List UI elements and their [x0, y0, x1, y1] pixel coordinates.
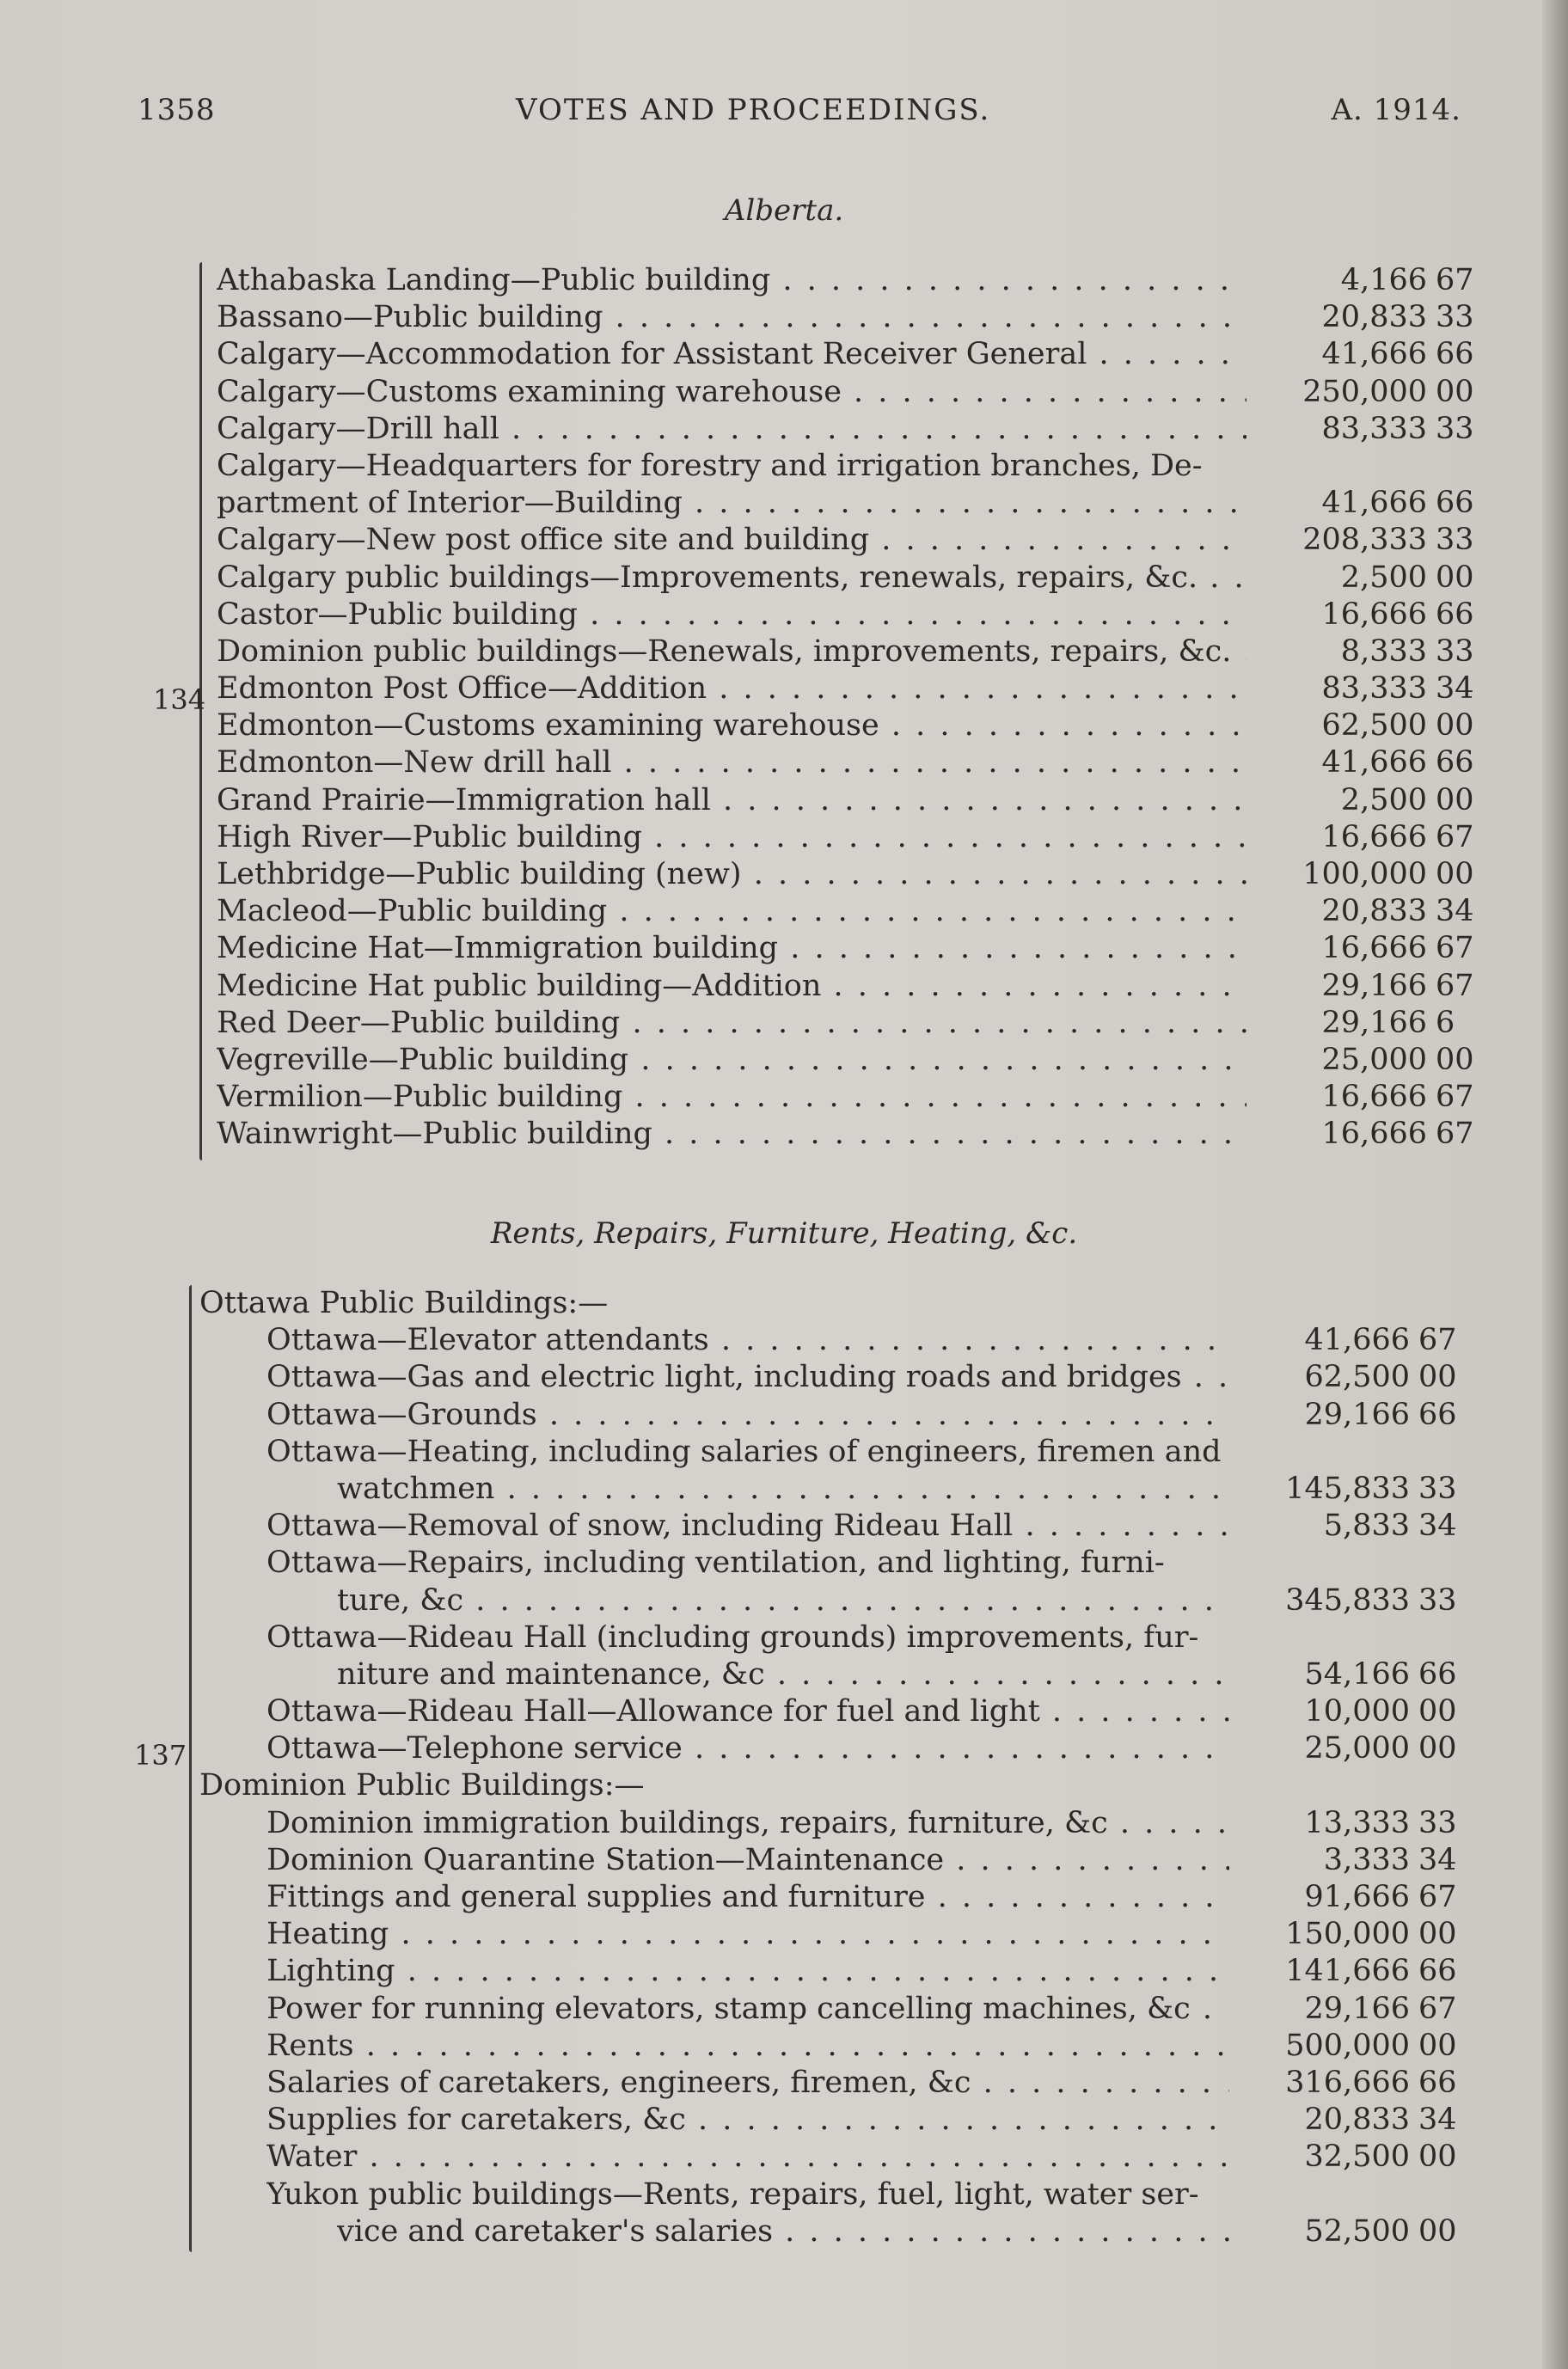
rents-item-label: Lighting . . . — [266, 1953, 1229, 1990]
alberta-item-dollars: 83,333 — [1321, 411, 1427, 446]
alberta-item-cents: 33 — [1436, 523, 1474, 558]
alberta-item-label: Calgary—Customs examining warehouse . . . — [217, 374, 1246, 411]
rents-item-row — [0, 1805, 1568, 1842]
rents-item-dollars: 29,166 — [1304, 1991, 1410, 2026]
rents-item-row — [0, 1285, 1568, 1322]
rents-item-label: Rents . . . — [266, 2028, 1229, 2065]
rents-item-dollars: 41,666 — [1304, 1323, 1410, 1358]
rents-item-dollars: 316,666 — [1285, 2065, 1410, 2100]
rents-item-label: Power for running elevators, stamp cancelling machines, &c . . . — [266, 1991, 1229, 2028]
rents-vote-number: 137 — [134, 1739, 187, 1772]
rents-item-row — [0, 1322, 1568, 1359]
alberta-item-label: Bassano—Public building . . . — [217, 299, 1246, 336]
alberta-item-label: Medicine Hat—Immigration building . . . — [217, 930, 1246, 967]
rents-item-cents: 00 — [1418, 2213, 1457, 2249]
rents-item-label: Dominion immigration buildings, repairs, furniture, &c . . . — [266, 1805, 1229, 1842]
alberta-item-row — [0, 597, 1568, 634]
rents-item-dollars: 145,833 — [1285, 1471, 1410, 1506]
rents-item-cents: 33 — [1418, 1805, 1457, 1840]
rents-item-label: Ottawa—Removal of snow, including Rideau Hall . . . — [266, 1508, 1229, 1545]
alberta-item-dollars: 29,166 — [1321, 968, 1427, 1003]
rents-item-cents: 00 — [1418, 2028, 1457, 2063]
alberta-item-label: Edmonton Post Office—Addition . . . — [217, 670, 1246, 707]
rents-item-row — [0, 2139, 1568, 2176]
rents-item-row — [0, 1730, 1568, 1767]
rents-item-row — [0, 1767, 1568, 1804]
alberta-item-label: Castor—Public building . . . — [217, 597, 1246, 634]
alberta-item-label: Calgary—Drill hall . . . — [217, 411, 1246, 448]
alberta-item-cents: 67 — [1436, 968, 1474, 1003]
rents-item-label: ture, &c . . . — [337, 1582, 1229, 1619]
alberta-item-dollars: 20,833 — [1321, 300, 1427, 335]
rents-item-dollars: 62,500 — [1304, 1360, 1410, 1395]
alberta-item-dollars: 250,000 — [1302, 374, 1427, 409]
alberta-item-dollars: 2,500 — [1340, 560, 1427, 595]
rents-item-cents: 34 — [1418, 2103, 1457, 2138]
alberta-item-row — [0, 262, 1568, 299]
rents-item-cents: 33 — [1418, 1471, 1457, 1506]
alberta-item-row — [0, 856, 1568, 893]
alberta-item-dollars: 4,166 — [1340, 263, 1427, 297]
alberta-item-row — [0, 819, 1568, 856]
rents-item-dollars: 29,166 — [1304, 1397, 1410, 1432]
alberta-item-row — [0, 1079, 1568, 1116]
rents-item-label: Dominion Public Buildings:— — [199, 1768, 645, 1803]
alberta-item-dollars: 8,333 — [1340, 634, 1427, 669]
rents-item-cents: 66 — [1418, 1656, 1457, 1692]
alberta-item-dollars: 62,500 — [1321, 708, 1427, 744]
rents-item-dollars: 141,666 — [1285, 1954, 1410, 1989]
rents-item-cents: 00 — [1418, 2139, 1457, 2175]
alberta-item-dollars: 2,500 — [1340, 782, 1427, 817]
rents-item-label: Ottawa—Grounds . . . — [266, 1397, 1229, 1434]
rents-item-cents: 66 — [1418, 2065, 1457, 2100]
alberta-item-cents: 66 — [1436, 745, 1474, 780]
alberta-item-dollars: 29,166 — [1321, 1005, 1427, 1040]
rents-item-cents: 00 — [1418, 1360, 1457, 1395]
page-number: 1358 — [138, 93, 216, 127]
alberta-item-dollars: 100,000 — [1302, 857, 1427, 891]
alberta-item-cents: 66 — [1436, 486, 1474, 521]
alberta-item-cents: 00 — [1436, 782, 1474, 817]
alberta-section-title: Alberta. — [724, 193, 844, 228]
alberta-item-label: Medicine Hat public building—Addition . . . — [217, 968, 1246, 1005]
alberta-item-label: Grand Prairie—Immigration hall . . . — [217, 782, 1246, 819]
rents-item-row — [0, 1471, 1568, 1508]
alberta-item-row — [0, 448, 1568, 485]
alberta-item-row — [0, 1116, 1568, 1153]
alberta-item-cents: 00 — [1436, 857, 1474, 891]
rents-item-cents: 00 — [1418, 1694, 1457, 1729]
rents-item-row — [0, 1656, 1568, 1693]
alberta-item-cents: 34 — [1436, 894, 1474, 929]
alberta-item-cents: 33 — [1436, 411, 1474, 446]
alberta-item-row — [0, 782, 1568, 819]
rents-item-dollars: 3,333 — [1323, 1842, 1410, 1877]
rents-item-dollars: 5,833 — [1323, 1509, 1410, 1544]
alberta-item-label: Calgary public buildings—Improvements, renewals, repairs, &c. . . . — [217, 560, 1246, 597]
alberta-item-label: Vegreville—Public building . . . — [217, 1042, 1246, 1079]
alberta-item-cents: 67 — [1436, 1080, 1474, 1115]
rents-item-label: Ottawa—Gas and electric light, including roads and bridges . . . — [266, 1359, 1229, 1396]
rents-item-label: Heating . . . — [266, 1916, 1229, 1953]
rents-item-cents: 00 — [1418, 1731, 1457, 1766]
rents-item-dollars: 345,833 — [1285, 1582, 1410, 1618]
rents-item-row — [0, 2213, 1568, 2250]
rents-item-row — [0, 1359, 1568, 1396]
alberta-item-row — [0, 1042, 1568, 1079]
rents-item-row — [0, 1434, 1568, 1471]
alberta-item-row — [0, 560, 1568, 597]
alberta-item-label: Red Deer—Public building . . . — [217, 1005, 1246, 1042]
alberta-item-dollars: 25,000 — [1321, 1042, 1427, 1077]
alberta-item-label: partment of Interior—Building . . . — [217, 485, 1246, 522]
alberta-item-cents: 33 — [1436, 300, 1474, 335]
alberta-item-row — [0, 336, 1568, 373]
alberta-item-cents: 66 — [1436, 337, 1474, 372]
alberta-item-dollars: 16,666 — [1321, 1080, 1427, 1115]
alberta-item-row — [0, 893, 1568, 930]
rents-item-label: Water . . . — [266, 2139, 1229, 2176]
alberta-item-label: Vermilion—Public building . . . — [217, 1079, 1246, 1116]
alberta-item-row — [0, 634, 1568, 670]
rents-item-label: vice and caretaker's salaries . . . — [337, 2213, 1229, 2250]
alberta-item-label: High River—Public building . . . — [217, 819, 1246, 856]
rents-item-label: Ottawa—Elevator attendants . . . — [266, 1322, 1229, 1359]
alberta-item-label: Calgary—Accommodation for Assistant Receiver General . . . — [217, 336, 1246, 373]
alberta-item-dollars: 16,666 — [1321, 1117, 1427, 1152]
rents-item-dollars: 150,000 — [1285, 1917, 1410, 1952]
rents-item-cents: 67 — [1418, 1991, 1457, 2026]
alberta-item-label: Lethbridge—Public building (new) . . . — [217, 856, 1246, 893]
rents-item-label: Ottawa—Rideau Hall—Allowance for fuel and light . . . — [266, 1693, 1229, 1730]
rents-item-label: Salaries of caretakers, engineers, firemen, &c . . . — [266, 2065, 1229, 2102]
alberta-item-label: Edmonton—New drill hall . . . — [217, 744, 1246, 781]
alberta-item-dollars: 16,666 — [1321, 931, 1427, 966]
alberta-item-list — [0, 262, 1568, 1154]
alberta-item-cents: 33 — [1436, 634, 1474, 669]
rents-item-row — [0, 1545, 1568, 1582]
rents-item-cents: 33 — [1418, 1582, 1457, 1618]
rents-item-dollars: 91,666 — [1304, 1880, 1410, 1914]
alberta-item-row — [0, 299, 1568, 336]
rents-item-label: Ottawa Public Buildings:— — [199, 1286, 609, 1320]
rents-item-cents: 00 — [1418, 1917, 1457, 1952]
rents-item-cents: 67 — [1418, 1323, 1457, 1358]
rents-item-row — [0, 2065, 1568, 2102]
rents-item-label: Supplies for caretakers, &c . . . — [266, 2102, 1229, 2139]
alberta-item-cents: 67 — [1436, 263, 1474, 297]
alberta-item-cents: 34 — [1436, 671, 1474, 707]
alberta-item-cents: 66 — [1436, 597, 1474, 632]
rents-item-row — [0, 1953, 1568, 1990]
rents-item-dollars: 54,166 — [1304, 1656, 1410, 1692]
rents-section-title: Rents, Repairs, Furniture, Heating, &c. — [490, 1216, 1078, 1251]
page-header — [138, 93, 1461, 136]
alberta-item-label: Calgary—New post office site and building . . . — [217, 522, 1246, 559]
rents-item-row — [0, 2102, 1568, 2139]
alberta-item-cents: 00 — [1436, 708, 1474, 744]
rents-item-label: Dominion Quarantine Station—Maintenance . . . — [266, 1842, 1229, 1879]
alberta-item-cents: 67 — [1436, 1117, 1474, 1152]
alberta-item-dollars: 41,666 — [1321, 486, 1427, 521]
rents-item-label: Fittings and general supplies and furniture . . . — [266, 1879, 1229, 1916]
rents-item-dollars: 20,833 — [1304, 2103, 1410, 2138]
alberta-item-dollars: 208,333 — [1302, 523, 1427, 558]
alberta-item-cents: 00 — [1436, 374, 1474, 409]
alberta-item-row — [0, 374, 1568, 411]
alberta-item-label: Edmonton—Customs examining warehouse . . . — [217, 707, 1246, 744]
rents-item-dollars: 500,000 — [1285, 2028, 1410, 2063]
alberta-item-label: Wainwright—Public building . . . — [217, 1116, 1246, 1153]
rents-item-label: Ottawa—Repairs, including ventilation, and lighting, furni- — [266, 1546, 1165, 1581]
alberta-item-cents: 67 — [1436, 819, 1474, 854]
rents-item-dollars: 25,000 — [1304, 1731, 1410, 1766]
alberta-item-row — [0, 744, 1568, 781]
alberta-item-row — [0, 1005, 1568, 1042]
session-year: A. 1914. — [1331, 93, 1461, 127]
rents-item-row — [0, 2176, 1568, 2213]
alberta-vote-number: 134 — [153, 683, 206, 716]
rents-item-cents: 66 — [1418, 1954, 1457, 1989]
alberta-item-row — [0, 670, 1568, 707]
rents-item-cents: 67 — [1418, 1880, 1457, 1914]
rents-item-row — [0, 1693, 1568, 1730]
alberta-item-dollars: 41,666 — [1321, 745, 1427, 780]
rents-item-row — [0, 2028, 1568, 2065]
rents-item-row — [0, 1916, 1568, 1953]
page-title: VOTES AND PROCEEDINGS. — [516, 93, 991, 127]
rents-item-label: Ottawa—Telephone service . . . — [266, 1730, 1229, 1767]
alberta-item-cents: 00 — [1436, 560, 1474, 595]
rents-item-row — [0, 1397, 1568, 1434]
alberta-item-label: Dominion public buildings—Renewals, improvements, repairs, &c. . . . — [217, 634, 1246, 670]
alberta-item-label: Macleod—Public building . . . — [217, 893, 1246, 930]
rents-item-cents: 34 — [1418, 1509, 1457, 1544]
rents-item-row — [0, 1619, 1568, 1656]
rents-item-dollars: 52,500 — [1304, 2213, 1410, 2249]
alberta-item-row — [0, 930, 1568, 967]
rents-item-label: Yukon public buildings—Rents, repairs, fuel, light, water ser- — [266, 2176, 1199, 2212]
alberta-item-row — [0, 411, 1568, 448]
rents-item-label: Ottawa—Rideau Hall (including grounds) improvements, fur- — [266, 1619, 1199, 1655]
rents-item-row — [0, 1879, 1568, 1916]
rents-item-dollars: 10,000 — [1304, 1694, 1410, 1729]
alberta-item-dollars: 16,666 — [1321, 819, 1427, 854]
alberta-item-row — [0, 707, 1568, 744]
rents-item-dollars: 32,500 — [1304, 2139, 1410, 2175]
alberta-item-row — [0, 485, 1568, 522]
rents-item-row — [0, 1582, 1568, 1619]
alberta-item-cents: 00 — [1436, 1042, 1474, 1077]
rents-item-cents: 34 — [1418, 1842, 1457, 1877]
rents-item-label: watchmen . . . — [337, 1471, 1229, 1508]
alberta-item-dollars: 16,666 — [1321, 597, 1427, 632]
rents-item-dollars: 13,333 — [1304, 1805, 1410, 1840]
alberta-item-cents: 67 — [1436, 931, 1474, 966]
alberta-item-row — [0, 968, 1568, 1005]
alberta-item-cents: 6 — [1436, 1005, 1455, 1040]
rents-item-label: niture and maintenance, &c . . . — [337, 1656, 1229, 1693]
rents-item-list — [0, 1285, 1568, 2250]
rents-item-label: Ottawa—Heating, including salaries of engineers, firemen and — [266, 1434, 1222, 1469]
rents-item-row — [0, 1842, 1568, 1879]
alberta-item-dollars: 83,333 — [1321, 671, 1427, 707]
alberta-item-dollars: 41,666 — [1321, 337, 1427, 372]
alberta-item-label: Athabaska Landing—Public building . . . — [217, 262, 1246, 299]
rents-item-row — [0, 1508, 1568, 1545]
alberta-item-dollars: 20,833 — [1321, 894, 1427, 929]
alberta-item-label: Calgary—Headquarters for forestry and irrigation branches, De- — [217, 448, 1203, 483]
rents-item-cents: 66 — [1418, 1397, 1457, 1432]
alberta-item-row — [0, 522, 1568, 559]
rents-item-row — [0, 1991, 1568, 2028]
